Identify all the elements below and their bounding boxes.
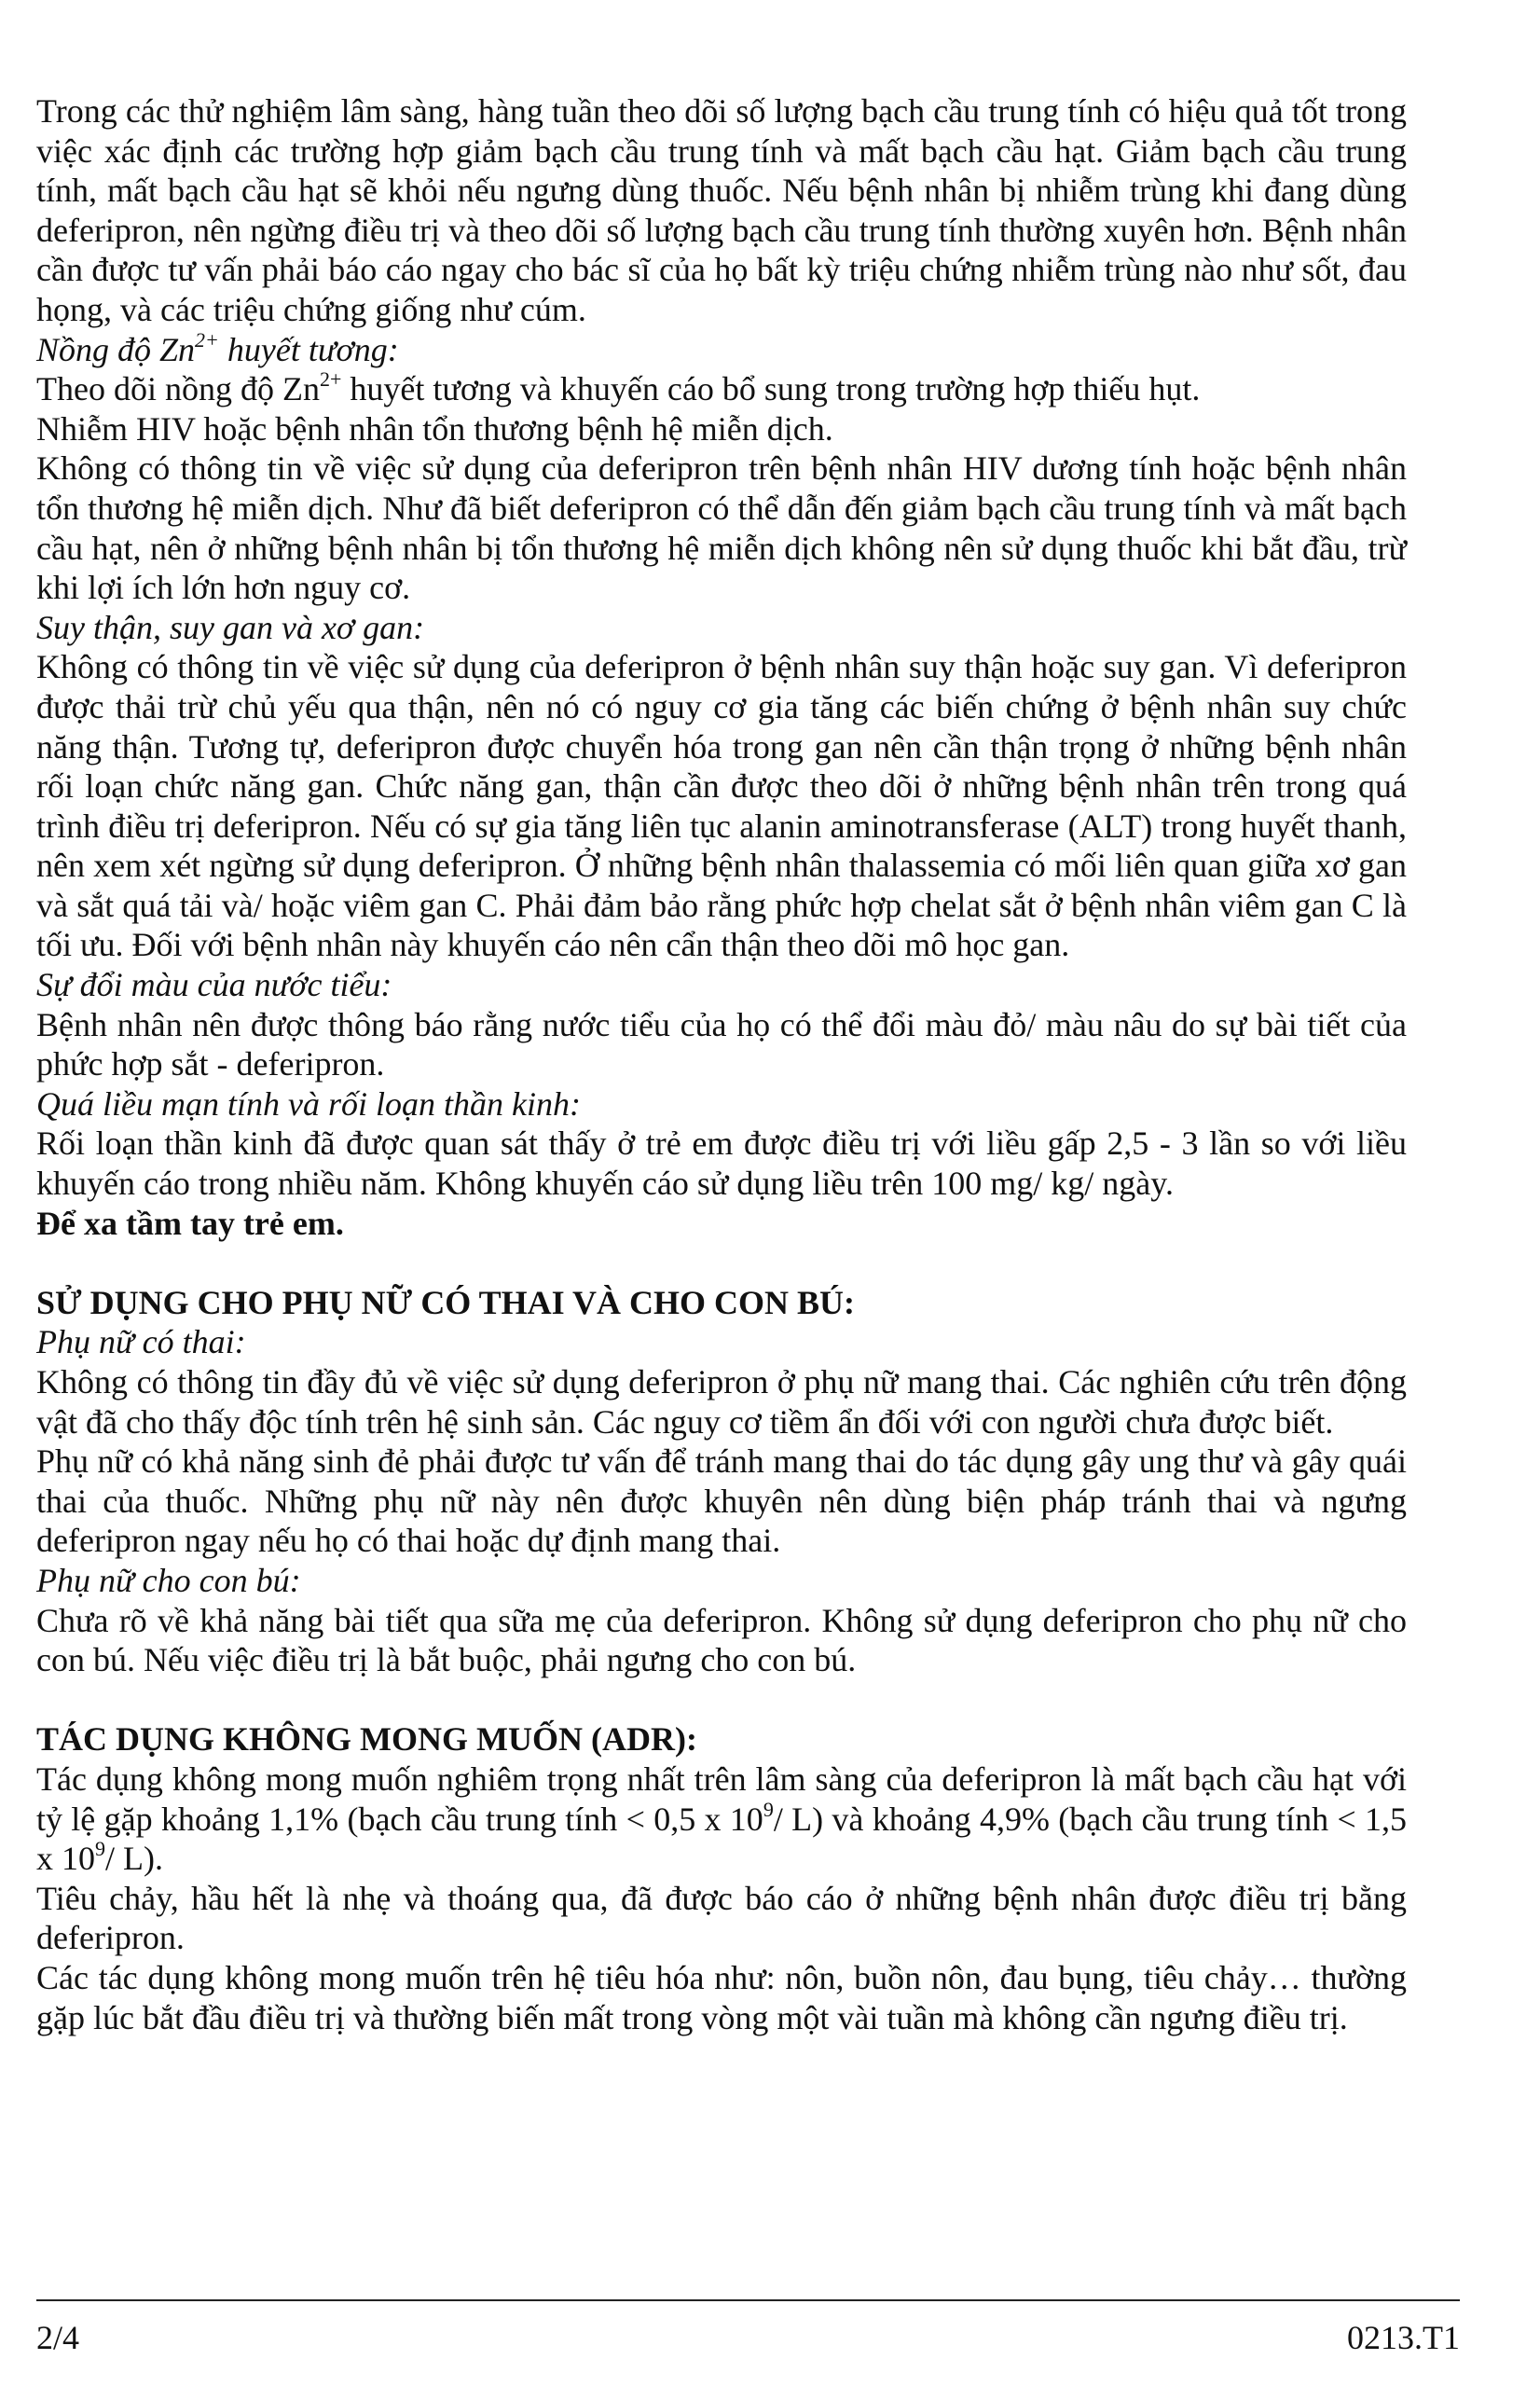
subheading-urine: Sự đổi màu của nước tiểu: — [36, 966, 392, 1004]
footer-page-number: 2/4 — [36, 2319, 80, 2356]
paragraph-zinc-a: Theo dõi nồng độ Zn — [36, 370, 320, 408]
section-spacer — [36, 1243, 1407, 1283]
paragraph-hiv: Không có thông tin về việc sử dụng của deferipron trên bệnh nhân HIV dương tính hoặc bệnh nhân tổn thương hệ miễn dịch. Như đã biết deferipron có thể dẫn đến giảm bạch cầu trung tính và mất bạch cầu hạt, nên ở những bệnh nhân bị tổn thương hệ miễn dịch không nên sử dụng thuốc khi bắt đầu, trừ khi lợi ích lớn hơn nguy cơ. — [36, 449, 1407, 607]
section-heading-adr: TÁC DỤNG KHÔNG MONG MUỐN (ADR): — [36, 1720, 697, 1759]
paragraph-adr-2: Tiêu chảy, hầu hết là nhẹ và thoáng qua, đã được báo cáo ở những bệnh nhân được điều trị bằng deferipron. — [36, 1879, 1407, 1957]
paragraph-renal-hepatic: Không có thông tin về việc sử dụng của deferipron ở bệnh nhân suy thận hoặc suy gan. Vì deferipron được thải trừ chủ yếu qua thận, nên nó có nguy cơ gia tăng các biến chứng ở bệnh nhân suy chức năng thận. Tương tự, deferipron được chuyển hóa trong gan nên cần thận trọng ở những bệnh nhân rối loạn chức năng gan. Chức năng gan, thận cần được theo dõi ở những bệnh nhân trên trong quá trình điều trị deferipron. Nếu có sự gia tăng liên tục alanin aminotransferase (ALT) trong huyết thanh, nên xem xét ngừng sử dụng deferipron. Ở những bệnh nhân thalassemia có mối liên quan giữa xơ gan và sắt quá tải và/ hoặc viêm gan C. Phải đảm bảo rằng phức hợp chelat sắt ở bệnh nhân viêm gan C là tối ưu. Đối với bệnh nhân này khuyến cáo nên cẩn thận theo dõi mô học gan. — [36, 648, 1407, 964]
subheading-zinc — [36, 327, 1407, 370]
footer-rule — [36, 2299, 1460, 2301]
paragraph-pregnant-1: Không có thông tin đầy đủ về việc sử dụng deferipron ở phụ nữ mang thai. Các nghiên cứu trên động vật đã cho thấy độc tính trên hệ sinh sản. Các nguy cơ tiềm ẩn đối với con người chưa được biết. — [36, 1363, 1407, 1441]
paragraph-adr-3: Các tác dụng không mong muốn trên hệ tiêu hóa như: nôn, buồn nôn, đau bụng, tiêu chảy… thường gặp lúc bắt đầu điều trị và thường biến mất trong vòng một vài tuần mà không cần ngưng điều trị. — [36, 1958, 1407, 2036]
paragraph-zinc-b: huyết tương và khuyến cáo bổ sung trong trường hợp thiếu hụt. — [341, 370, 1201, 408]
section-heading-pregnancy: SỬ DỤNG CHO PHỤ NỮ CÓ THAI VÀ CHO CON BÚ: — [36, 1283, 856, 1321]
paragraph-zinc — [36, 369, 1407, 409]
subheading-overdose: Quá liều mạn tính và rối loạn thần kinh: — [36, 1084, 581, 1123]
paragraph-pregnant-2: Phụ nữ có khả năng sinh đẻ phải được tư vấn để tránh mang thai do tác dụng gây ung thư và gây quái thai của thuốc. Những phụ nữ này nên được khuyên nên dùng biện pháp tránh thai và ngưng deferipron ngay nếu họ có thai hoặc dự định mang thai. — [36, 1442, 1407, 1560]
paragraph-urine: Bệnh nhân nên được thông báo rằng nước tiểu của họ có thể đổi màu đỏ/ màu nâu do sự bài tiết của phức hợp sắt - deferipron. — [36, 1005, 1407, 1083]
paragraph-adr-1-a: Tác dụng không mong muốn nghiêm trọng nhất trên lâm sàng của deferipron là mất bạch cầu hạt với tỷ lệ gặp khoảng 1,1% (bạch cầu trung tính < 0,5 x 10 — [36, 1759, 1407, 1838]
subheading-zinc-a: Nồng độ Zn — [36, 330, 196, 368]
zinc-superscript-2: 2+ — [319, 367, 342, 392]
paragraph-adr-1-b: / L) và khoảng 4,9% (bạch cầu trung tính < 1,5 x 10 — [36, 1800, 1407, 1878]
subheading-breastfeeding: Phụ nữ cho con bú: — [36, 1561, 301, 1599]
warning-keep-away-children: Để xa tầm tay trẻ em. — [36, 1204, 344, 1242]
section-spacer — [36, 1680, 1407, 1720]
document-body — [36, 91, 1407, 2037]
paragraph-breastfeeding: Chưa rõ về khả năng bài tiết qua sữa mẹ của deferipron. Không sử dụng deferipron cho phụ nữ cho con bú. Nếu việc điều trị là bắt buộc, phải ngưng cho con bú. — [36, 1601, 1407, 1679]
footer-doc-code: 0213.T1 — [1347, 2319, 1460, 2356]
subheading-pregnant: Phụ nữ có thai: — [36, 1323, 246, 1361]
adr-superscript-2: 9 — [95, 1837, 105, 1861]
subheading-renal-hepatic: Suy thận, suy gan và xơ gan: — [36, 608, 425, 646]
subheading-hiv: Nhiễm HIV hoặc bệnh nhân tổn thương bệnh hệ miễn dịch. — [36, 409, 833, 448]
adr-superscript-1: 9 — [763, 1797, 774, 1821]
zinc-superscript: 2+ — [195, 327, 219, 352]
subheading-zinc-b: huyết tương: — [218, 330, 399, 368]
paragraph-adr-1 — [36, 1759, 1407, 1879]
paragraph-overdose: Rối loạn thần kinh đã được quan sát thấy ở trẻ em được điều trị với liều gấp 2,5 - 3 lần so với liều khuyến cáo trong nhiều năm. Không khuyến cáo sử dụng liều trên 100 mg/ kg/ ngày. — [36, 1125, 1407, 1203]
paragraph-neutrophil-monitoring: Trong các thử nghiệm lâm sàng, hàng tuần theo dõi số lượng bạch cầu trung tính có hiệu quả tốt trong việc xác định các trường hợp giảm bạch cầu trung tính và mất bạch cầu hạt. Giảm bạch cầu trung tính, mất bạch cầu hạt sẽ khỏi nếu ngưng dùng thuốc. Nếu bệnh nhân bị nhiễm trùng khi đang dùng deferipron, nên ngừng điều trị và theo dõi số lượng bạch cầu trung tính thường xuyên hơn. Bệnh nhân cần được tư vấn phải báo cáo ngay cho bác sĩ của họ bất kỳ triệu chứng nhiễm trùng nào như sốt, đau họng, và các triệu chứng giống như cúm. — [36, 92, 1407, 328]
paragraph-adr-1-c: / L). — [105, 1840, 163, 1878]
